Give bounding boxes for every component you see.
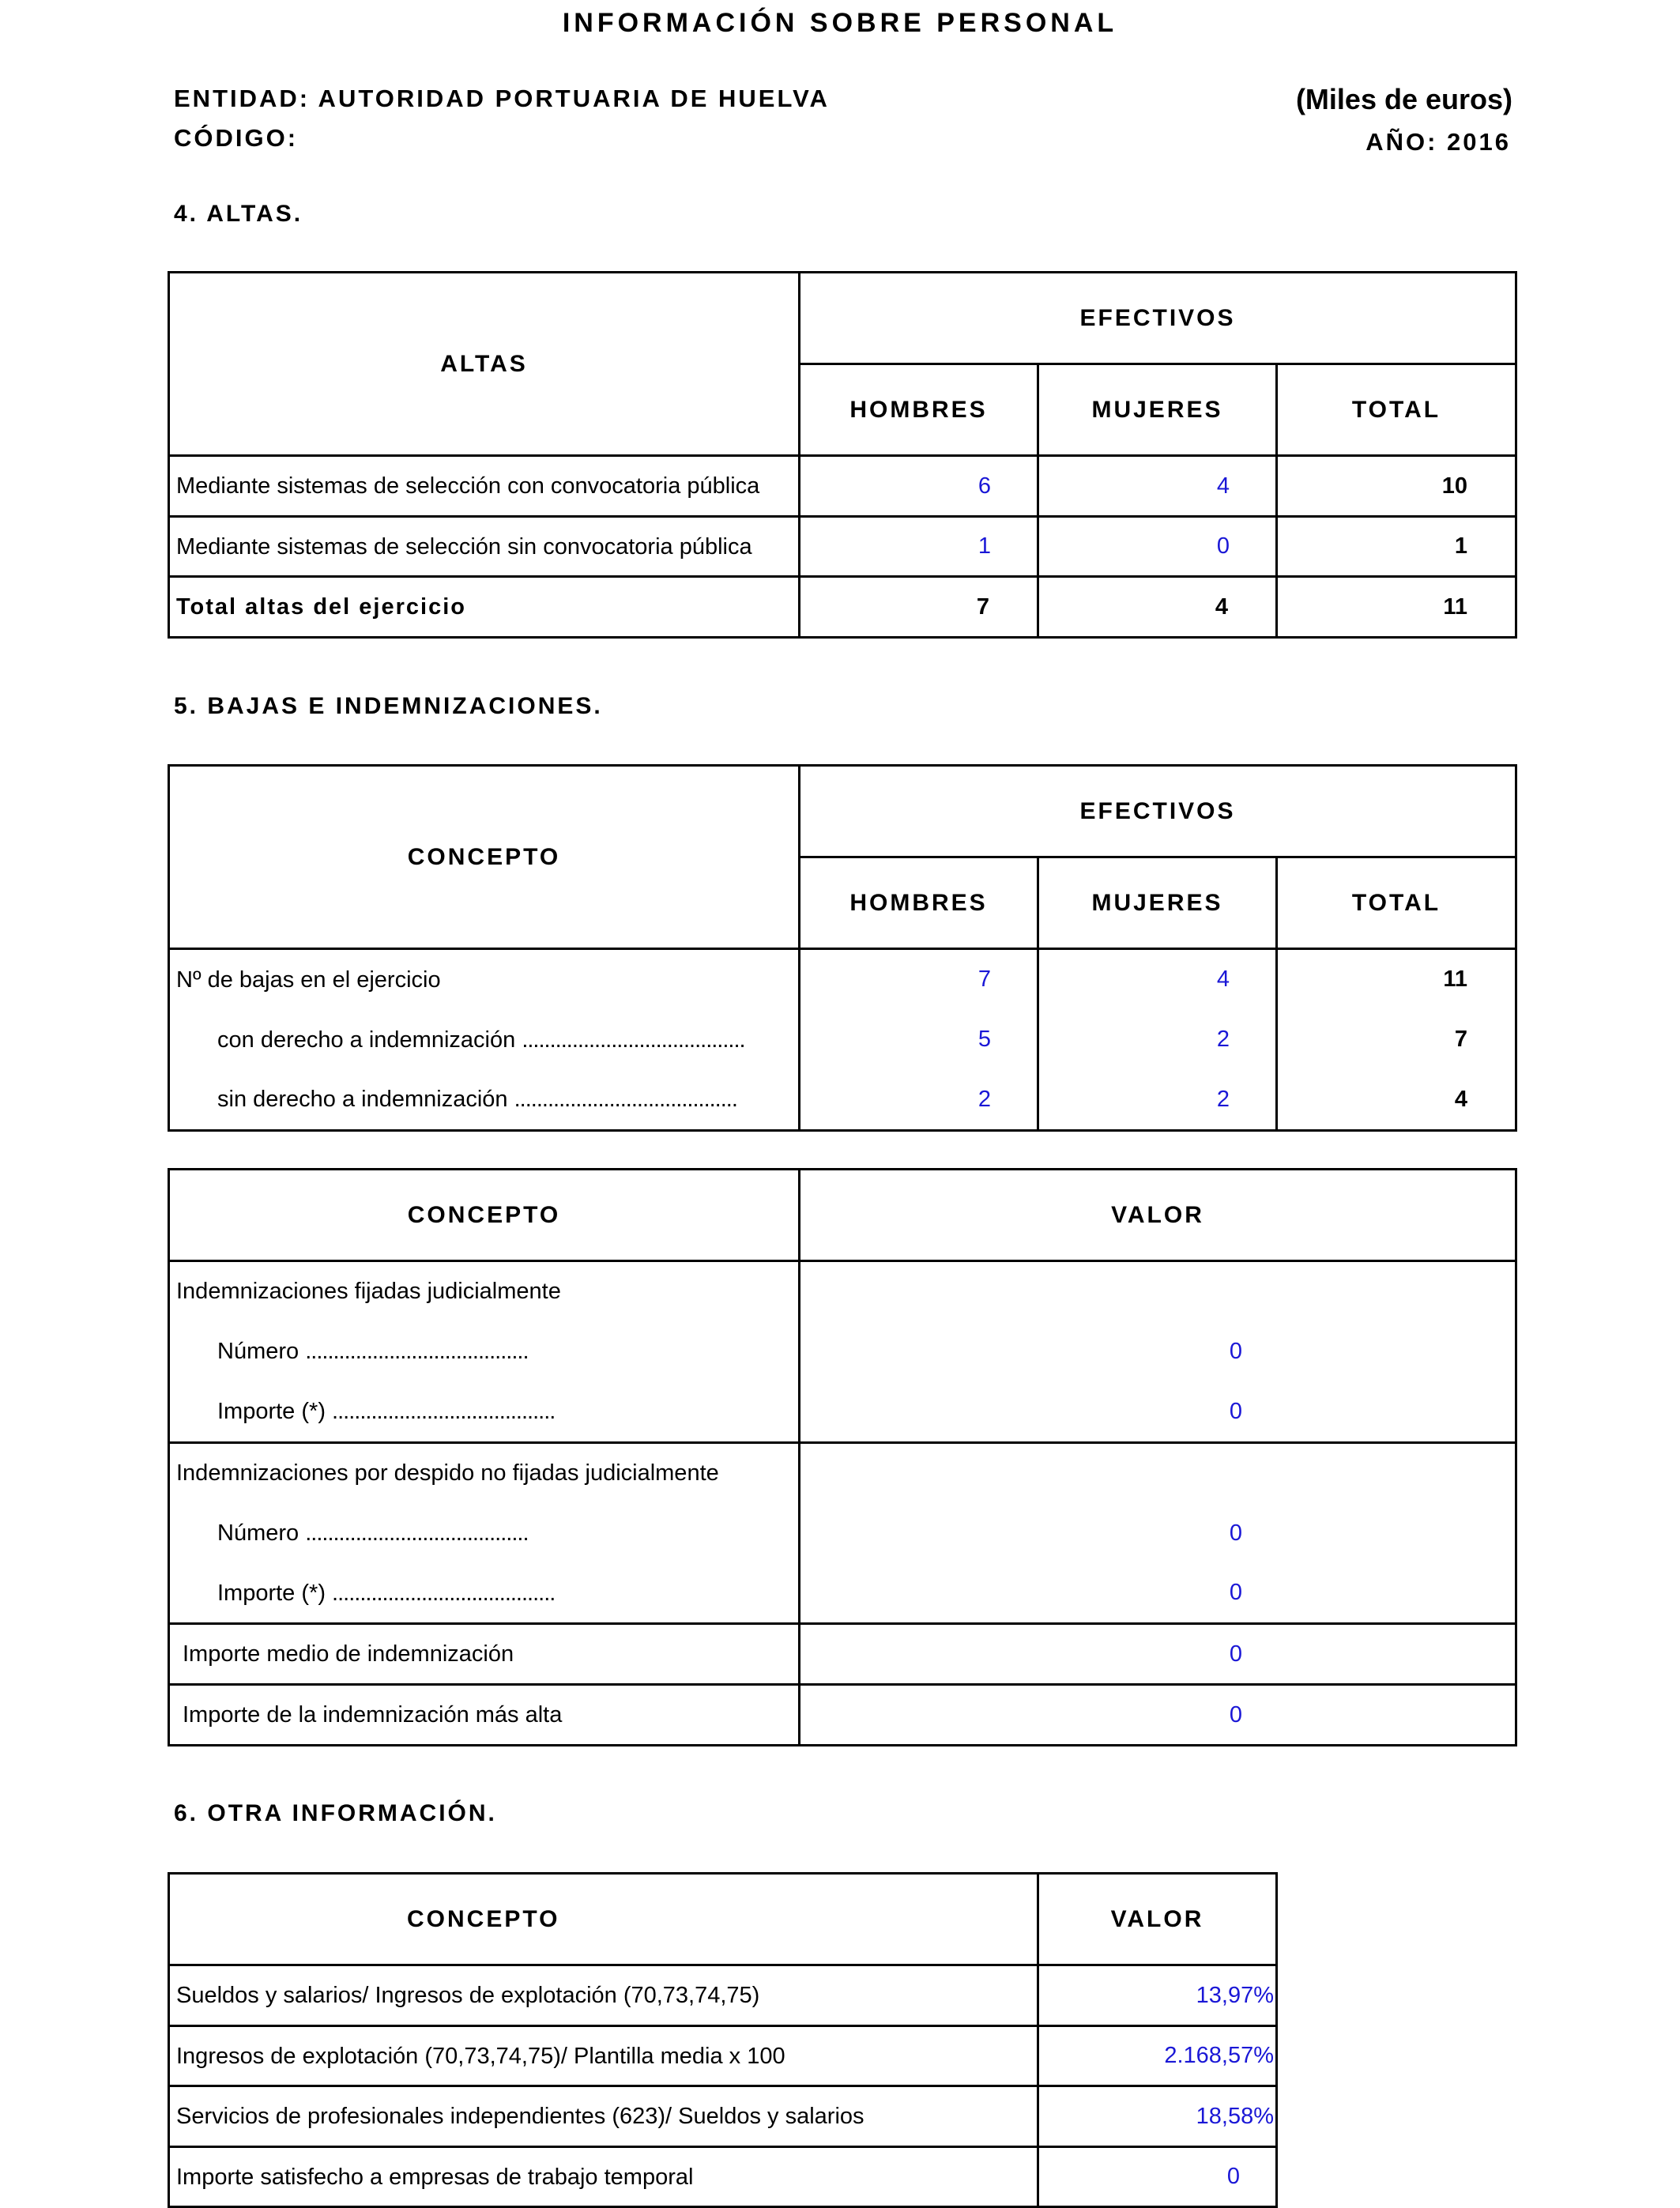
row-label-group — [169, 1382, 800, 1443]
bajas-hombres-header: HOMBRES — [800, 857, 1038, 949]
table-row — [169, 517, 1516, 577]
altas-mujeres-header: MUJERES — [1038, 364, 1277, 456]
hombres-value: 2 — [800, 1070, 1038, 1131]
row-label: Importe (*) — [217, 1580, 326, 1606]
row-value: 2.168,57% — [1038, 2026, 1277, 2086]
row-value: 0 — [800, 1624, 1516, 1685]
row-label: Ingresos de explotación (70,73,74,75)/ Plantilla media x 100 — [169, 2026, 1038, 2086]
hombres-value: 7 — [800, 577, 1038, 638]
mujeres-value: 4 — [1038, 949, 1277, 1010]
row-value: 0 — [1038, 2147, 1277, 2207]
section-altas-title: 4. ALTAS. — [174, 201, 303, 227]
section-otra-title: 6. OTRA INFORMACIÓN. — [174, 1800, 497, 1826]
code-label: CÓDIGO: — [174, 124, 299, 152]
mujeres-value: 0 — [1038, 517, 1277, 577]
row-label: Número — [217, 1339, 299, 1364]
total-value: 11 — [1277, 577, 1516, 638]
otra-concept-header: CONCEPTO — [169, 1874, 1038, 1965]
mujeres-value: 2 — [1038, 1070, 1277, 1131]
row-label: Indemnizaciones fijadas judicialmente — [169, 1261, 800, 1321]
altas-concept-header: ALTAS — [169, 273, 800, 456]
altas-table — [168, 271, 1517, 639]
leader-dots: ........................................ — [332, 1399, 556, 1425]
row-value — [800, 1443, 1516, 1503]
row-label: Mediante sistemas de selección sin convocatoria pública — [169, 517, 800, 577]
table-row — [169, 1070, 1516, 1131]
bajas-total-header: TOTAL — [1277, 857, 1516, 949]
indem-concept-header: CONCEPTO — [169, 1170, 800, 1261]
mujeres-value: 4 — [1038, 577, 1277, 638]
total-value: 10 — [1277, 456, 1516, 517]
section-bajas-title: 5. BAJAS E INDEMNIZACIONES. — [174, 693, 603, 719]
row-label: Nº de bajas en el ejercicio — [169, 949, 800, 1010]
row-label: Servicios de profesionales independientes (623)/ Sueldos y salarios — [169, 2086, 1038, 2147]
bajas-efectivos-header: EFECTIVOS — [800, 766, 1516, 857]
total-value: 4 — [1277, 1070, 1516, 1131]
table-row — [169, 1503, 1516, 1564]
table-row — [169, 2086, 1277, 2147]
total-value: 11 — [1277, 949, 1516, 1010]
row-value: 18,58% — [1038, 2086, 1277, 2147]
table-row — [169, 949, 1516, 1010]
table-row — [169, 1965, 1277, 2026]
leader-dots: ........................................ — [522, 1027, 745, 1053]
row-label: Importe satisfecho a empresas de trabajo temporal — [169, 2147, 1038, 2207]
row-label-group — [169, 1564, 800, 1624]
row-label: con derecho a indemnización — [217, 1027, 516, 1053]
row-value: 0 — [800, 1503, 1516, 1564]
row-value — [800, 1261, 1516, 1321]
row-value: 0 — [800, 1382, 1516, 1443]
total-value: 7 — [1277, 1010, 1516, 1070]
table-row — [169, 1261, 1516, 1321]
leader-dots: ........................................ — [305, 1339, 529, 1364]
leader-dots: ........................................ — [332, 1580, 556, 1606]
mujeres-value: 4 — [1038, 456, 1277, 517]
otra-table — [168, 1872, 1278, 2208]
table-row — [169, 1685, 1516, 1746]
hombres-value: 7 — [800, 949, 1038, 1010]
row-label: Número — [217, 1520, 299, 1546]
total-value: 1 — [1277, 517, 1516, 577]
table-row — [169, 1382, 1516, 1443]
row-value: 0 — [800, 1564, 1516, 1624]
table-row — [169, 1564, 1516, 1624]
row-label: Indemnizaciones por despido no fijadas judicialmente — [169, 1443, 800, 1503]
table-row — [169, 1443, 1516, 1503]
total-row — [169, 577, 1516, 638]
row-label: Importe (*) — [217, 1399, 326, 1425]
row-value: 0 — [800, 1321, 1516, 1382]
leader-dots: ........................................ — [305, 1520, 529, 1546]
table-row — [169, 1624, 1516, 1685]
altas-hombres-header: HOMBRES — [800, 364, 1038, 456]
page-title: INFORMACIÓN SOBRE PERSONAL — [562, 8, 1118, 38]
row-label: sin derecho a indemnización — [217, 1087, 508, 1113]
row-label: Sueldos y salarios/ Ingresos de explotación (70,73,74,75) — [169, 1965, 1038, 2026]
row-label-group — [169, 1503, 800, 1564]
indem-valor-header: VALOR — [800, 1170, 1516, 1261]
row-label: Mediante sistemas de selección con convocatoria pública — [169, 456, 800, 517]
units-label: (Miles de euros) — [1295, 83, 1512, 115]
row-value: 13,97% — [1038, 1965, 1277, 2026]
table-row — [169, 2147, 1277, 2207]
row-label: Importe medio de indemnización — [169, 1624, 800, 1685]
table-row — [169, 2026, 1277, 2086]
hombres-value: 6 — [800, 456, 1038, 517]
row-value: 0 — [800, 1685, 1516, 1746]
row-label: Importe de la indemnización más alta — [169, 1685, 800, 1746]
row-label-group — [169, 1010, 800, 1070]
row-label-group — [169, 1321, 800, 1382]
year-label: AÑO: 2016 — [1365, 128, 1511, 156]
altas-total-header: TOTAL — [1277, 364, 1516, 456]
mujeres-value: 2 — [1038, 1010, 1277, 1070]
table-row — [169, 456, 1516, 517]
leader-dots: ........................................ — [514, 1087, 737, 1113]
altas-efectivos-header: EFECTIVOS — [800, 273, 1516, 364]
entity-label: ENTIDAD: AUTORIDAD PORTUARIA DE HUELVA — [174, 85, 830, 112]
bajas-concept-header: CONCEPTO — [169, 766, 800, 949]
row-label-group — [169, 1070, 800, 1131]
row-label: Total altas del ejercicio — [169, 577, 800, 638]
bajas-table — [168, 764, 1517, 1132]
hombres-value: 5 — [800, 1010, 1038, 1070]
table-row — [169, 1010, 1516, 1070]
hombres-value: 1 — [800, 517, 1038, 577]
table-row — [169, 1321, 1516, 1382]
otra-valor-header: VALOR — [1038, 1874, 1277, 1965]
bajas-mujeres-header: MUJERES — [1038, 857, 1277, 949]
indemnizaciones-table — [168, 1168, 1517, 1746]
